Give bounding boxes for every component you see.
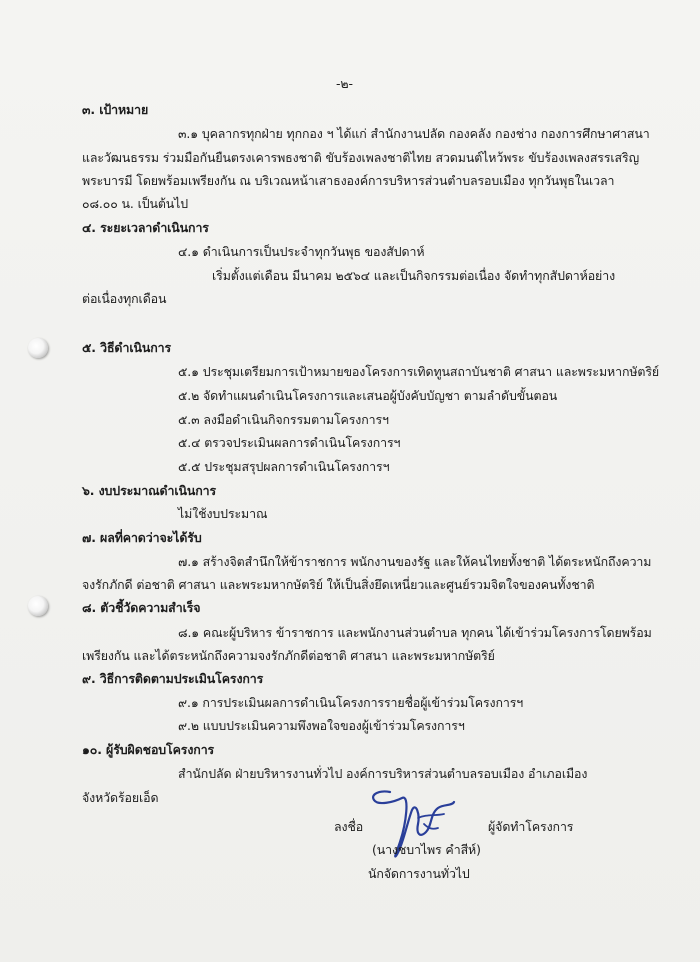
- section-4-line: ๔.๑ ดำเนินการเป็นประจำทุกวันพุธ ของสัปดาห์: [178, 244, 425, 259]
- section-5-item: ๕.๒ จัดทำแผนดำเนินโครงการและเสนอผู้บังคับบัญชา ตามลำดับขั้นตอน: [178, 388, 558, 403]
- section-7-line: จงรักภักดี ต่อชาติ ศาสนา และพระมหากษัตริย์ ให้เป็นสิ่งยึดเหนี่ยวและศูนย์รวมจิตใจของคนทั้งชาติ: [82, 577, 595, 592]
- section-3-line: ๐๘.๐๐ น. เป็นต้นไป: [82, 196, 189, 211]
- section-5-item: ๕.๓ ลงมือดำเนินกิจกรรมตามโครงการฯ: [178, 412, 389, 427]
- section-6-heading: ๖. งบประมาณดำเนินการ: [82, 483, 217, 498]
- page-number: -๒-: [336, 76, 353, 91]
- section-7-heading: ๗. ผลที่คาดว่าจะได้รับ: [82, 530, 202, 545]
- signatory-position: นักจัดการงานทั่วไป: [368, 866, 470, 881]
- section-6-line: ไม่ใช้งบประมาณ: [178, 506, 268, 521]
- section-4-heading: ๔. ระยะเวลาดำเนินการ: [82, 220, 209, 235]
- section-10-heading: ๑๐. ผู้รับผิดชอบโครงการ: [82, 742, 215, 757]
- section-8-line: ๘.๑ คณะผู้บริหาร ข้าราชการ และพนักงานส่วนตำบล ทุกคน ได้เข้าร่วมโครงการโดยพร้อม: [178, 625, 652, 640]
- section-7-line: ๗.๑ สร้างจิตสำนึกให้ข้าราชการ พนักงานของรัฐ และให้คนไทยทั้งชาติ ได้ตระหนักถึงความ: [178, 554, 652, 569]
- section-10-line: จังหวัดร้อยเอ็ด: [82, 790, 159, 805]
- section-3-line: พระบารมี โดยพร้อมเพรียงกัน ณ บริเวณหน้าเสาธงองค์การบริหารส่วนตำบลรอบเมือง ทุกวันพุธในเวลา: [82, 173, 615, 188]
- section-3-line: และวัฒนธรรม ร่วมมือกันยืนตรงเคารพธงชาติ ขับร้องเพลงชาติไทย สวดมนต์ไหว้พระ ขับร้องเพลงสรรเสริญ: [82, 150, 640, 165]
- section-4-line: ต่อเนื่องทุกเดือน: [82, 291, 167, 306]
- section-9-item: ๙.๑ การประเมินผลการดำเนินโครงการรายชื่อผู้เข้าร่วมโครงการฯ: [178, 695, 524, 710]
- section-9-heading: ๙. วิธีการติดตามประเมินโครงการ: [82, 671, 264, 686]
- punch-hole: [28, 596, 48, 616]
- section-10-line: สำนักปลัด ฝ่ายบริหารงานทั่วไป องค์การบริหารส่วนตำบลรอบเมือง อำเภอเมือง: [178, 766, 588, 781]
- sign-label: ลงชื่อ: [334, 819, 364, 834]
- signature-role: ผู้จัดทำโครงการ: [488, 819, 574, 834]
- punch-hole: [28, 338, 48, 358]
- signatory-name: (นางชบาไพร คำสีห์): [372, 842, 481, 857]
- section-3-line: ๓.๑ บุคลากรทุกฝ่าย ทุกกอง ฯ ได้แก่ สำนักงานปลัด กองคลัง กองช่าง กองการศึกษาศาสนา: [178, 126, 650, 141]
- section-8-line: เพรียงกัน และได้ตระหนักถึงความจงรักภักดีต่อชาติ ศาสนา และพระมหากษัตริย์: [82, 648, 495, 663]
- section-4-line: เริ่มตั้งแต่เดือน มีนาคม ๒๕๖๔ และเป็นกิจกรรมต่อเนื่อง จัดทำทุกสัปดาห์อย่าง: [212, 268, 616, 283]
- section-5-heading: ๕. วิธีดำเนินการ: [82, 340, 172, 355]
- section-3-heading: ๓. เป้าหมาย: [82, 102, 149, 117]
- section-8-heading: ๘. ตัวชี้วัดความสำเร็จ: [82, 600, 201, 615]
- section-5-item: ๕.๕ ประชุมสรุปผลการดำเนินโครงการฯ: [178, 459, 390, 474]
- section-9-item: ๙.๒ แบบประเมินความพึงพอใจของผู้เข้าร่วมโครงการฯ: [178, 718, 465, 733]
- section-5-item: ๕.๑ ประชุมเตรียมการเป้าหมายของโครงการเทิดทูนสถาบันชาติ ศาสนา และพระมหากษัตริย์: [178, 364, 660, 379]
- section-5-item: ๕.๔ ตรวจประเมินผลการดำเนินโครงการฯ: [178, 435, 401, 450]
